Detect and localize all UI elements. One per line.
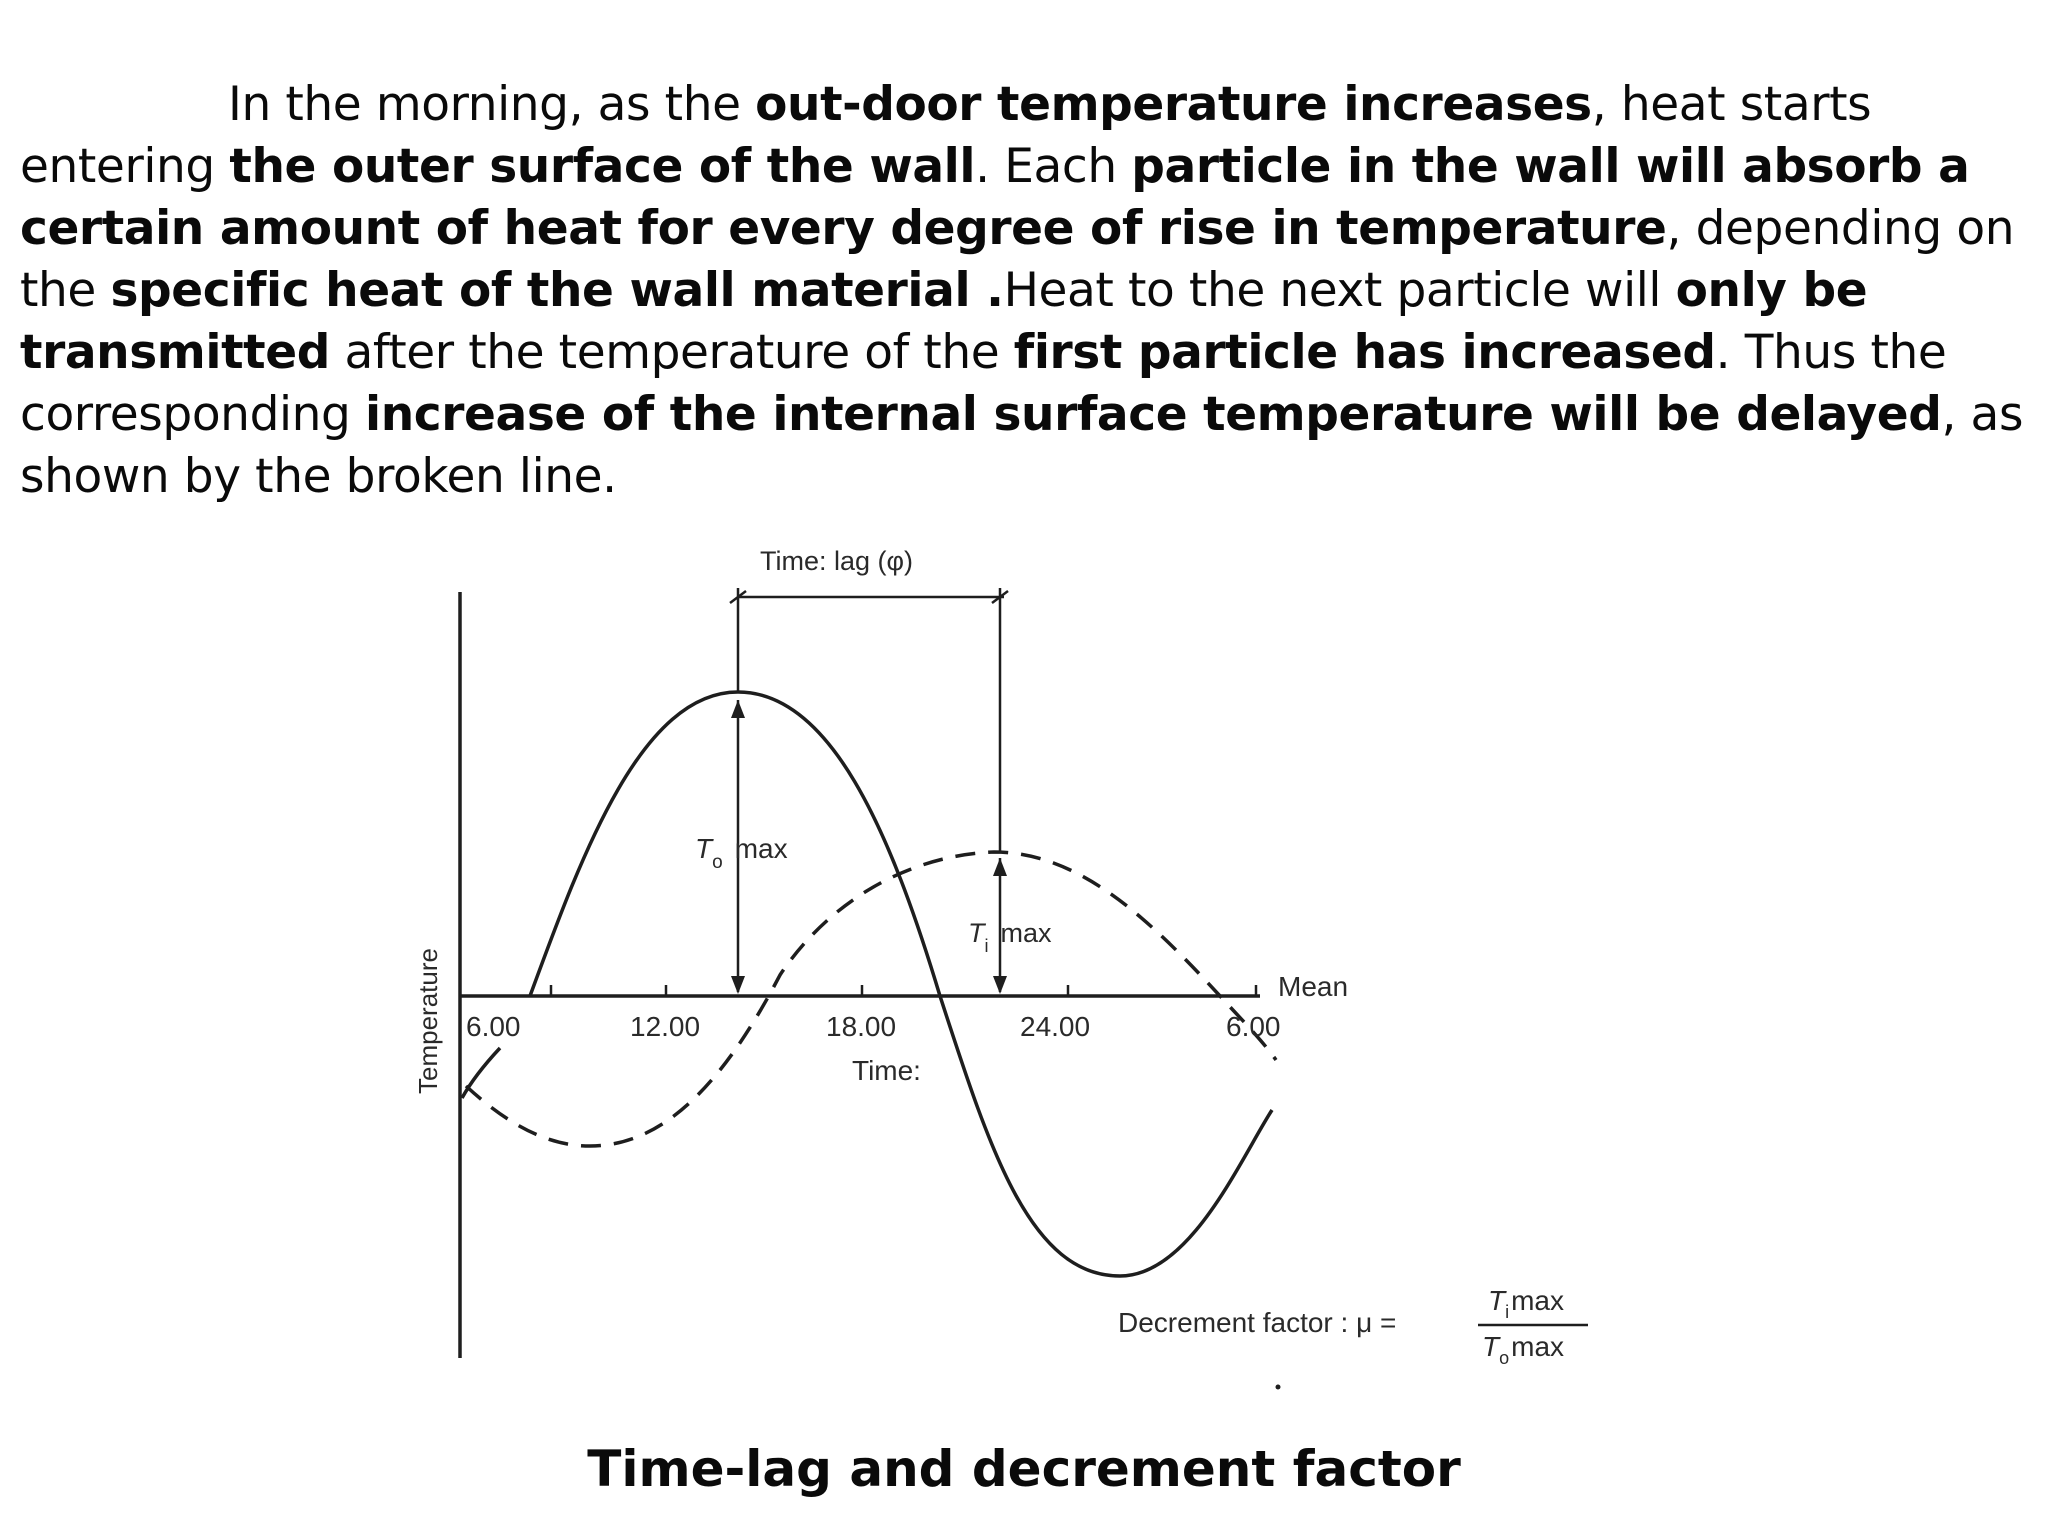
- paragraph-text: In the morning, as the: [228, 77, 756, 132]
- indoor-temperature-curve: [466, 852, 1276, 1146]
- paragraph-bold: only be transmitted: [20, 263, 1868, 380]
- tick-label-18: 18.00: [826, 1011, 897, 1042]
- mean-label: Mean: [1278, 971, 1349, 1002]
- x-axis-label: Time:: [852, 1055, 921, 1086]
- paragraph-bold: particle in the wall will absorb a certain amount of heat for every degree of rise in temperature: [20, 139, 1970, 256]
- paragraph-text: , heat starts entering: [20, 77, 1872, 194]
- paragraph-bold: specific heat of the wall material .: [110, 263, 1004, 318]
- arrow-head: [731, 976, 745, 994]
- ti-max-text: max: [1000, 918, 1052, 948]
- ti-max-subscript: i: [984, 936, 989, 956]
- y-axis-label: Temperature: [413, 948, 443, 1094]
- paragraph-bold: increase of the internal surface temperature will be delayed: [365, 387, 1942, 442]
- paragraph-text: Heat to the next particle will: [1003, 263, 1676, 318]
- to-max-symbol: T: [695, 833, 713, 864]
- to-max-text: max: [734, 833, 788, 864]
- ti-max-label: [968, 918, 1052, 956]
- time-lag-diagram: [0, 520, 2048, 1420]
- tick-label-6am: 6.00: [466, 1011, 521, 1042]
- tick-label-12: 12.00: [630, 1011, 701, 1042]
- time-lag-label: Time: lag (φ): [760, 546, 914, 576]
- arrow-head: [731, 700, 745, 718]
- fraction-num-symbol: T: [1488, 1285, 1506, 1316]
- paragraph-text: , as shown by the broken line.: [20, 387, 2024, 504]
- paragraph-text: . Each: [975, 139, 1132, 194]
- description-paragraph: [20, 74, 2030, 508]
- fraction-denominator: [1482, 1331, 1564, 1368]
- paragraph-bold: first particle has increased: [1013, 325, 1716, 380]
- to-max-label: [695, 833, 788, 873]
- dot-mark: [1276, 1385, 1281, 1390]
- fraction-num-text: max: [1511, 1285, 1565, 1316]
- decrement-factor-label: Decrement factor : μ =: [1118, 1307, 1397, 1338]
- outdoor-temperature-curve: [530, 692, 1272, 1276]
- arrow-head: [993, 976, 1007, 994]
- fraction-den-subscript: o: [1499, 1348, 1510, 1368]
- to-max-subscript: o: [712, 852, 723, 873]
- paragraph-bold: out-door temperature increases: [755, 77, 1592, 132]
- figure-caption: Time-lag and decrement factor: [587, 1440, 1461, 1498]
- ti-max-symbol: T: [968, 918, 985, 948]
- fraction-numerator: [1488, 1285, 1564, 1322]
- paragraph-bold: the outer surface of the wall: [229, 139, 976, 194]
- fraction-den-symbol: T: [1482, 1331, 1500, 1362]
- curve-start-stub: [462, 1048, 500, 1098]
- fraction-num-subscript: i: [1505, 1302, 1510, 1322]
- paragraph-text: , depending on the: [20, 201, 2015, 318]
- paragraph-text: . Thus the corresponding: [20, 325, 1947, 442]
- tick-label-24: 24.00: [1020, 1011, 1091, 1042]
- fraction-den-text: max: [1511, 1331, 1565, 1362]
- tick-label-6am-next: 6.00: [1226, 1011, 1281, 1042]
- paragraph-text: after the temperature of the: [329, 325, 1014, 380]
- arrow-head: [993, 858, 1007, 876]
